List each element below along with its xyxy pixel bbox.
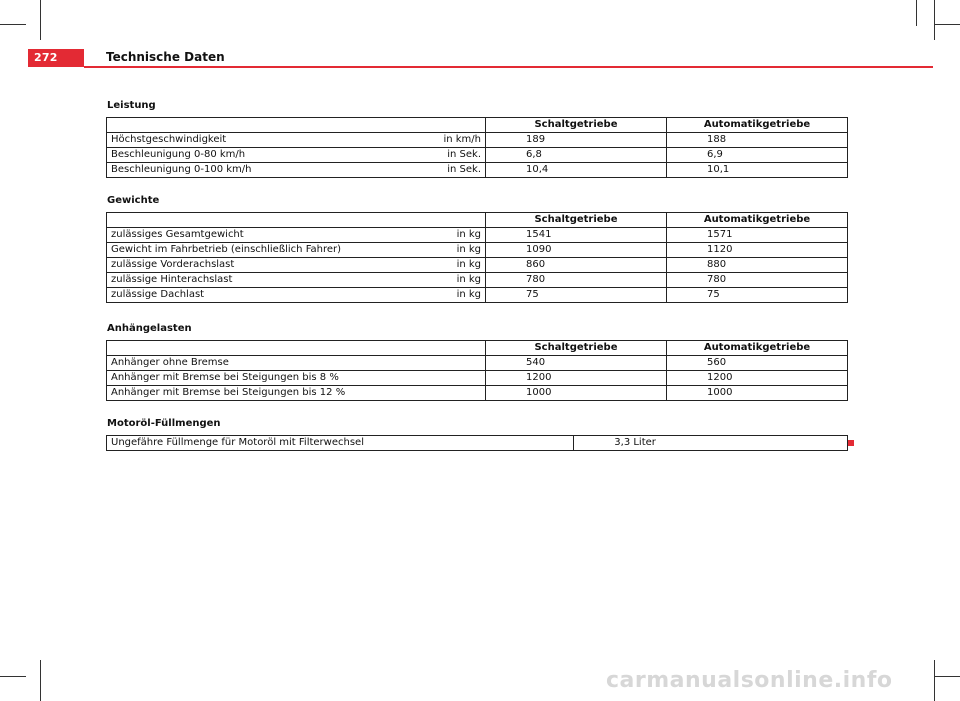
row-label: zulässige Vorderachslast [111, 259, 235, 270]
header-cell-manual: Schaltgetriebe [486, 213, 667, 228]
motoroel-table [106, 435, 848, 451]
row-unit: in Sek. [447, 149, 481, 160]
crop-mark [934, 676, 960, 677]
value-automatic: 1120 [667, 243, 848, 258]
value-manual: 10,4 [486, 163, 667, 178]
value-manual: 189 [486, 133, 667, 148]
row-label: Anhänger ohne Bremse [111, 357, 229, 368]
row-label: Beschleunigung 0-80 km/h [111, 149, 246, 160]
row-label-cell [107, 228, 486, 243]
row-label-cell [107, 163, 486, 178]
row-label: Höchstgeschwindigkeit [111, 134, 227, 145]
table-row [107, 243, 848, 258]
table-row [107, 273, 848, 288]
leistung-table [106, 117, 848, 178]
header-cell-empty [107, 213, 486, 228]
row-label: Anhänger mit Bremse bei Steigungen bis 8 % [111, 372, 339, 383]
table-row [107, 371, 848, 386]
value-automatic: 10,1 [667, 163, 848, 178]
row-unit: in kg [456, 229, 481, 240]
value-automatic: 188 [667, 133, 848, 148]
value-automatic: 1000 [667, 386, 848, 401]
row-label: zulässige Hinterachslast [111, 274, 233, 285]
crop-mark [916, 0, 917, 26]
value-manual: 6,8 [486, 148, 667, 163]
row-label: Beschleunigung 0-100 km/h [111, 164, 252, 175]
row-unit: in kg [456, 244, 481, 255]
row-label-cell [107, 273, 486, 288]
value-manual: 860 [486, 258, 667, 273]
table-header-row [107, 118, 848, 133]
row-unit: in Sek. [447, 164, 481, 175]
header-cell-automatic: Automatikgetriebe [667, 341, 848, 356]
crop-mark [934, 660, 935, 701]
row-label: Gewicht im Fahrbetrieb (einschließlich Fahrer) [111, 244, 342, 255]
header-cell-manual: Schaltgetriebe [486, 118, 667, 133]
crop-mark [934, 24, 960, 25]
table-header-row [107, 213, 848, 228]
crop-mark [0, 676, 26, 677]
row-label-cell [107, 371, 486, 386]
table-header-row [107, 341, 848, 356]
crop-mark [40, 660, 41, 701]
header-cell-empty [107, 118, 486, 133]
table-row [107, 436, 848, 451]
row-unit: in kg [456, 259, 481, 270]
row-label-cell [107, 436, 574, 451]
header-cell-empty [107, 341, 486, 356]
end-of-section-marker [848, 440, 854, 446]
crop-mark [0, 24, 26, 25]
header-cell-automatic: Automatikgetriebe [667, 213, 848, 228]
table-row [107, 148, 848, 163]
crop-mark [40, 0, 41, 40]
header-rule [84, 66, 933, 68]
table-row [107, 386, 848, 401]
row-label: zulässige Dachlast [111, 289, 205, 300]
value-manual: 1200 [486, 371, 667, 386]
row-label: Anhänger mit Bremse bei Steigungen bis 12 % [111, 387, 346, 398]
value-automatic: 560 [667, 356, 848, 371]
chapter-title: Technische Daten [106, 50, 225, 64]
row-label: zulässiges Gesamtgewicht [111, 229, 244, 240]
row-unit: in kg [456, 289, 481, 300]
gewichte-table [106, 212, 848, 303]
header-cell-manual: Schaltgetriebe [486, 341, 667, 356]
row-label-cell [107, 386, 486, 401]
value-automatic: 1571 [667, 228, 848, 243]
table-row [107, 228, 848, 243]
row-unit: in kg [456, 274, 481, 285]
value-automatic: 880 [667, 258, 848, 273]
value-manual: 1000 [486, 386, 667, 401]
crop-mark [934, 0, 935, 40]
section-title-anhaengelasten: Anhängelasten [107, 323, 192, 334]
header-cell-automatic: Automatikgetriebe [667, 118, 848, 133]
table-row [107, 163, 848, 178]
anhaengelasten-table [106, 340, 848, 401]
section-title-motoroel: Motoröl-Füllmengen [107, 418, 221, 429]
watermark: carmanualsonline.info [606, 668, 893, 693]
row-label-cell [107, 148, 486, 163]
table-row [107, 258, 848, 273]
value-automatic: 75 [667, 288, 848, 303]
value-manual: 780 [486, 273, 667, 288]
value-automatic: 1200 [667, 371, 848, 386]
row-label-cell [107, 288, 486, 303]
table-row [107, 356, 848, 371]
value-manual: 1090 [486, 243, 667, 258]
value-manual: 540 [486, 356, 667, 371]
row-label-cell [107, 243, 486, 258]
table-row [107, 133, 848, 148]
value-automatic: 780 [667, 273, 848, 288]
value-manual: 75 [486, 288, 667, 303]
table-row [107, 288, 848, 303]
value-manual: 1541 [486, 228, 667, 243]
row-unit: in km/h [443, 134, 481, 145]
row-label-cell [107, 258, 486, 273]
value-oil-capacity: 3,3 Liter [574, 436, 848, 451]
section-title-leistung: Leistung [107, 100, 156, 111]
page-number: 272 [34, 51, 58, 64]
row-label-cell [107, 133, 486, 148]
section-title-gewichte: Gewichte [107, 195, 160, 206]
value-automatic: 6,9 [667, 148, 848, 163]
row-label: Ungefähre Füllmenge für Motoröl mit Filterwechsel [111, 437, 364, 448]
row-label-cell [107, 356, 486, 371]
